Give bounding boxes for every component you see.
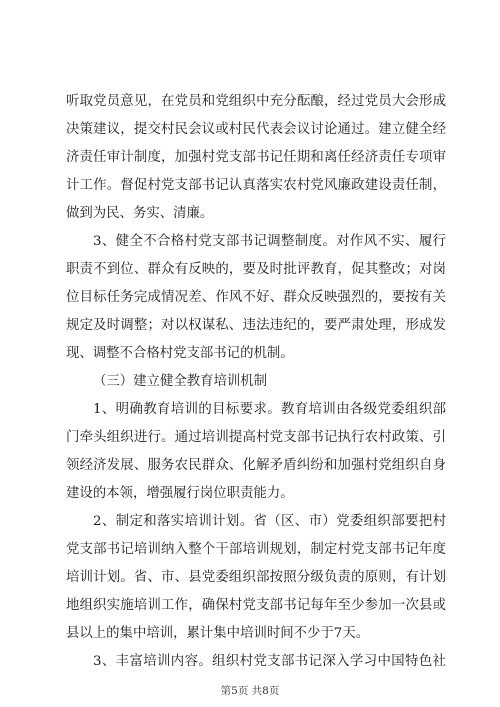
body-line: 规定及时调整；对以权谋私、违法违纪的，要严肃处理，形成发 [66,318,446,333]
paragraph-first-line: 3、健全不合格村党支部书记调整制度。对作风不实、履行 [93,234,446,249]
body-line: 建设的本领，增强履行岗位职责能力。 [66,486,294,501]
body-line: 领经济发展、服务农民群众、化解矛盾纠纷和加强村党组织自身 [66,458,446,473]
body-line: 决策建议，提交村民会议或村民代表会议讨论通过。建立健全经 [66,122,446,137]
body-line: 门牵头组织进行。通过培训提高村党支部书记执行农村政策、引 [66,430,446,445]
body-line: 计工作。督促村党支部书记认真落实农村党风廉政建设责任制， [66,178,446,193]
document-body [66,88,446,676]
body-line: 听取党员意见，在党员和党组织中充分酝酿，经过党员大会形成 [66,94,446,109]
body-line: 党支部书记培训纳入整个干部培训规划，制定村党支部书记年度 [66,542,446,557]
body-line: 培训计划。省、市、县党委组织部按照分级负责的原则，有计划 [66,570,446,585]
page-number-footer: 第5页 共8页 [220,685,280,697]
body-line: 位目标任务完成情况差、作风不好、群众反映强烈的，要按有关 [66,290,446,305]
body-line: 现、调整不合格村党支部书记的机制。 [66,346,294,361]
paragraph-first-line: 2、制定和落实培训计划。省（区、市）党委组织部要把村 [93,514,446,529]
body-line: 职责不到位、群众有反映的，要及时批评教育，促其整改；对岗 [66,262,446,277]
body-line: 地组织实施培训工作，确保村党支部书记每年至少参加一次县或 [66,598,446,613]
body-line: 县以上的集中培训，累计集中培训时间不少于7天。 [66,626,370,641]
section-heading: （三）建立健全教育培训机制 [93,374,268,389]
body-line: 做到为民、务实、清廉。 [66,206,214,221]
paragraph-first-line: 1、明确教育培训的目标要求。教育培训由各级党委组织部 [93,402,446,417]
paragraph-first-line: 3、丰富培训内容。组织村党支部书记深入学习中国特色社 [93,654,446,669]
body-line: 济责任审计制度，加强村党支部书记任期和离任经济责任专项审 [66,150,446,165]
